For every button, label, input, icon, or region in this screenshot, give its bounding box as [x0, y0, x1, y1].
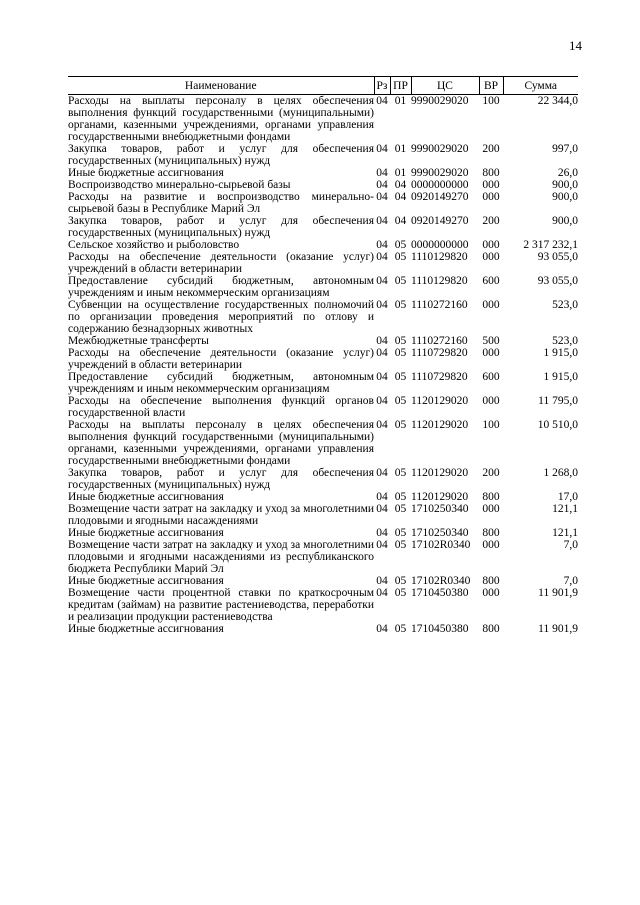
cell-name: Предоставление субсидий бюджетным, автономным учреждениям и иным некоммерческим организациям: [68, 371, 374, 395]
cell-cs: 1710450380: [411, 623, 469, 635]
cell-vr: 600: [482, 275, 500, 287]
cell-cs: 1110272160: [411, 299, 468, 311]
table-row: [68, 299, 578, 335]
cell-vr: 000: [482, 539, 500, 551]
cell-pr: 05: [394, 491, 407, 503]
cell-name: Расходы на выплаты персоналу в целях обеспечения выполнения функций государственными (муниципальными) органами, казенными учреждениями, органами управления государственными внебюджетными фондами: [68, 419, 374, 467]
cell-name: Расходы на обеспечение деятельности (оказание услуг) учреждений в области ветеринарии: [68, 347, 374, 371]
cell-name: Иные бюджетные ассигнования: [68, 623, 224, 635]
cell-pr: 05: [394, 239, 407, 251]
cell-vr: 000: [482, 503, 500, 515]
cell-rz: 04: [376, 503, 388, 515]
cell-rz: 04: [376, 215, 388, 227]
cell-cs: 9990029020: [411, 95, 469, 107]
cell-name: Закупка товаров, работ и услуг для обеспечения государственных (муниципальных) нужд: [68, 467, 374, 491]
cell-pr: 05: [394, 371, 407, 383]
header-vr: ВР: [479, 77, 503, 95]
header-name: Наименование: [68, 77, 374, 95]
cell-rz: 04: [376, 371, 388, 383]
header-cs: ЦС: [411, 77, 479, 95]
cell-rz: 04: [376, 251, 388, 263]
cell-vr: 000: [482, 239, 500, 251]
cell-name: Закупка товаров, работ и услуг для обеспечения государственных (муниципальных) нужд: [68, 143, 374, 167]
cell-vr: 000: [482, 587, 500, 599]
cell-name: Сельское хозяйство и рыболовство: [68, 239, 240, 251]
table-row: [68, 251, 578, 275]
cell-name: Иные бюджетные ассигнования: [68, 167, 224, 179]
cell-sum: 1 915,0: [543, 371, 578, 383]
cell-name: Воспроизводство минерально-сырьевой базы: [68, 179, 291, 191]
cell-cs: 1110129820: [411, 275, 468, 287]
cell-vr: 100: [482, 95, 500, 107]
cell-vr: 000: [482, 347, 500, 359]
cell-cs: 1120129020: [411, 491, 469, 503]
cell-sum: 900,0: [552, 191, 578, 203]
cell-cs: 17102R0340: [411, 539, 471, 551]
cell-cs: 1110729820: [411, 371, 468, 383]
cell-vr: 800: [482, 527, 500, 539]
cell-sum: 7,0: [563, 539, 578, 551]
cell-cs: 0920149270: [411, 215, 469, 227]
table-row: [68, 143, 578, 167]
table-row: [68, 467, 578, 491]
cell-pr: 05: [394, 347, 407, 359]
cell-vr: 000: [482, 179, 500, 191]
cell-rz: 04: [376, 395, 388, 407]
cell-pr: 04: [394, 215, 407, 227]
cell-pr: 01: [394, 167, 407, 179]
cell-cs: 9990029020: [411, 167, 469, 179]
table-row: [68, 527, 578, 539]
cell-sum: 17,0: [557, 491, 578, 503]
table-row: [68, 539, 578, 575]
cell-pr: 04: [394, 179, 407, 191]
cell-name: Расходы на обеспечение выполнения функций органов государственной власти: [68, 395, 374, 419]
cell-cs: 0920149270: [411, 191, 469, 203]
cell-sum: 22 344,0: [537, 95, 578, 107]
table-header-row: [68, 77, 578, 95]
cell-pr: 05: [394, 275, 407, 287]
cell-rz: 04: [376, 299, 388, 311]
cell-cs: 1120129020: [411, 467, 469, 479]
table-row: [68, 395, 578, 419]
cell-cs: 9990029020: [411, 143, 469, 155]
cell-name: Межбюджетные трансферты: [68, 335, 209, 347]
table-row: [68, 503, 578, 527]
cell-pr: 05: [394, 575, 407, 587]
cell-pr: 05: [394, 299, 407, 311]
cell-vr: 200: [482, 143, 500, 155]
table-row: [68, 179, 578, 191]
cell-pr: 01: [394, 95, 407, 107]
cell-cs: 1110729820: [411, 347, 468, 359]
cell-sum: 7,0: [563, 575, 578, 587]
cell-name: Возмещение части процентной ставки по краткосрочным кредитам (займам) на развитие растениеводства, переработки и реализации продукции растениеводства: [68, 587, 374, 623]
cell-sum: 523,0: [552, 299, 578, 311]
cell-cs: 1710450380: [411, 587, 469, 599]
cell-cs: 1120129020: [411, 419, 469, 431]
cell-name: Иные бюджетные ассигнования: [68, 575, 224, 587]
cell-rz: 04: [376, 491, 388, 503]
cell-cs: 1120129020: [411, 395, 469, 407]
table-row: [68, 239, 578, 251]
cell-pr: 01: [394, 143, 407, 155]
table-row: [68, 95, 578, 144]
table-row: [68, 191, 578, 215]
cell-vr: 500: [482, 335, 500, 347]
cell-pr: 05: [394, 419, 407, 431]
table-row: [68, 575, 578, 587]
cell-rz: 04: [376, 623, 388, 635]
cell-vr: 100: [482, 419, 500, 431]
cell-sum: 26,0: [557, 167, 578, 179]
cell-rz: 04: [376, 539, 388, 551]
cell-vr: 200: [482, 467, 500, 479]
cell-vr: 200: [482, 215, 500, 227]
cell-vr: 600: [482, 371, 500, 383]
table-row: [68, 623, 578, 635]
header-pr: ПР: [390, 77, 411, 95]
header-rz: Рз: [374, 77, 390, 95]
cell-sum: 2 317 232,1: [523, 239, 578, 251]
cell-cs: 1110272160: [411, 335, 468, 347]
table-row: [68, 167, 578, 179]
cell-cs: 1710250340: [411, 503, 469, 515]
cell-sum: 121,1: [552, 503, 578, 515]
cell-rz: 04: [376, 335, 388, 347]
cell-pr: 05: [394, 623, 407, 635]
budget-table: [68, 76, 578, 635]
table-row: [68, 371, 578, 395]
cell-sum: 10 510,0: [537, 419, 578, 431]
cell-pr: 05: [394, 335, 407, 347]
cell-vr: 000: [482, 299, 500, 311]
cell-vr: 800: [482, 575, 500, 587]
cell-sum: 121,1: [552, 527, 578, 539]
cell-pr: 04: [394, 191, 407, 203]
cell-pr: 05: [394, 395, 407, 407]
cell-name: Расходы на обеспечение деятельности (оказание услуг) учреждений в области ветеринарии: [68, 251, 374, 275]
table-row: [68, 419, 578, 467]
cell-sum: 93 055,0: [537, 251, 578, 263]
cell-sum: 997,0: [552, 143, 578, 155]
cell-sum: 93 055,0: [537, 275, 578, 287]
cell-rz: 04: [376, 527, 388, 539]
cell-rz: 04: [376, 167, 388, 179]
cell-sum: 900,0: [552, 215, 578, 227]
cell-vr: 000: [482, 191, 500, 203]
table-row: [68, 215, 578, 239]
cell-name: Закупка товаров, работ и услуг для обеспечения государственных (муниципальных) нужд: [68, 215, 374, 239]
table-row: [68, 491, 578, 503]
cell-name: Субвенции на осуществление государственных полномочий по организации проведения мероприятий по отлову и содержанию безнадзорных животных: [68, 299, 374, 335]
cell-pr: 05: [394, 467, 407, 479]
cell-name: Расходы на развитие и воспроизводство минерально-сырьевой базы в Республике Марий Эл: [68, 191, 374, 215]
table-body: [68, 95, 578, 636]
cell-vr: 800: [482, 623, 500, 635]
cell-vr: 000: [482, 251, 500, 263]
cell-vr: 000: [482, 395, 500, 407]
cell-name: Возмещение части затрат на закладку и уход за многолетними плодовыми и ягодными насаждениями: [68, 503, 374, 527]
cell-pr: 05: [394, 587, 407, 599]
cell-rz: 04: [376, 419, 388, 431]
table-row: [68, 587, 578, 623]
cell-pr: 05: [394, 539, 407, 551]
cell-cs: 1110129820: [411, 251, 468, 263]
cell-cs: 1710250340: [411, 527, 469, 539]
cell-cs: 0000000000: [411, 239, 469, 251]
cell-pr: 05: [394, 251, 407, 263]
cell-rz: 04: [376, 347, 388, 359]
cell-sum: 523,0: [552, 335, 578, 347]
cell-sum: 1 915,0: [543, 347, 578, 359]
cell-pr: 05: [394, 503, 407, 515]
cell-name: Иные бюджетные ассигнования: [68, 491, 224, 503]
cell-vr: 800: [482, 167, 500, 179]
cell-pr: 05: [394, 527, 407, 539]
cell-rz: 04: [376, 587, 388, 599]
cell-sum: 1 268,0: [543, 467, 578, 479]
table-row: [68, 275, 578, 299]
cell-rz: 04: [376, 239, 388, 251]
cell-rz: 04: [376, 179, 388, 191]
cell-name: Расходы на выплаты персоналу в целях обеспечения выполнения функций государственными (муниципальными) органами, казенными учреждениями, органами управления государственными внебюджетными фондами: [68, 95, 374, 143]
cell-cs: 17102R0340: [411, 575, 471, 587]
cell-sum: 11 795,0: [538, 395, 578, 407]
cell-sum: 900,0: [552, 179, 578, 191]
page-number: 14: [569, 38, 582, 53]
cell-vr: 800: [482, 491, 500, 503]
cell-name: Предоставление субсидий бюджетным, автономным учреждениям и иным некоммерческим организациям: [68, 275, 374, 299]
cell-rz: 04: [376, 275, 388, 287]
table-row: [68, 335, 578, 347]
cell-rz: 04: [376, 467, 388, 479]
cell-name: Иные бюджетные ассигнования: [68, 527, 224, 539]
cell-rz: 04: [376, 143, 388, 155]
cell-sum: 11 901,9: [538, 587, 578, 599]
cell-rz: 04: [376, 95, 388, 107]
cell-sum: 11 901,9: [538, 623, 578, 635]
cell-cs: 0000000000: [411, 179, 469, 191]
cell-name: Возмещение части затрат на закладку и уход за многолетними плодовыми и ягодными насаждениями из республиканского бюджета Республики Марий Эл: [68, 539, 374, 575]
header-sum: Сумма: [503, 77, 578, 95]
table-row: [68, 347, 578, 371]
cell-rz: 04: [376, 191, 388, 203]
cell-rz: 04: [376, 575, 388, 587]
